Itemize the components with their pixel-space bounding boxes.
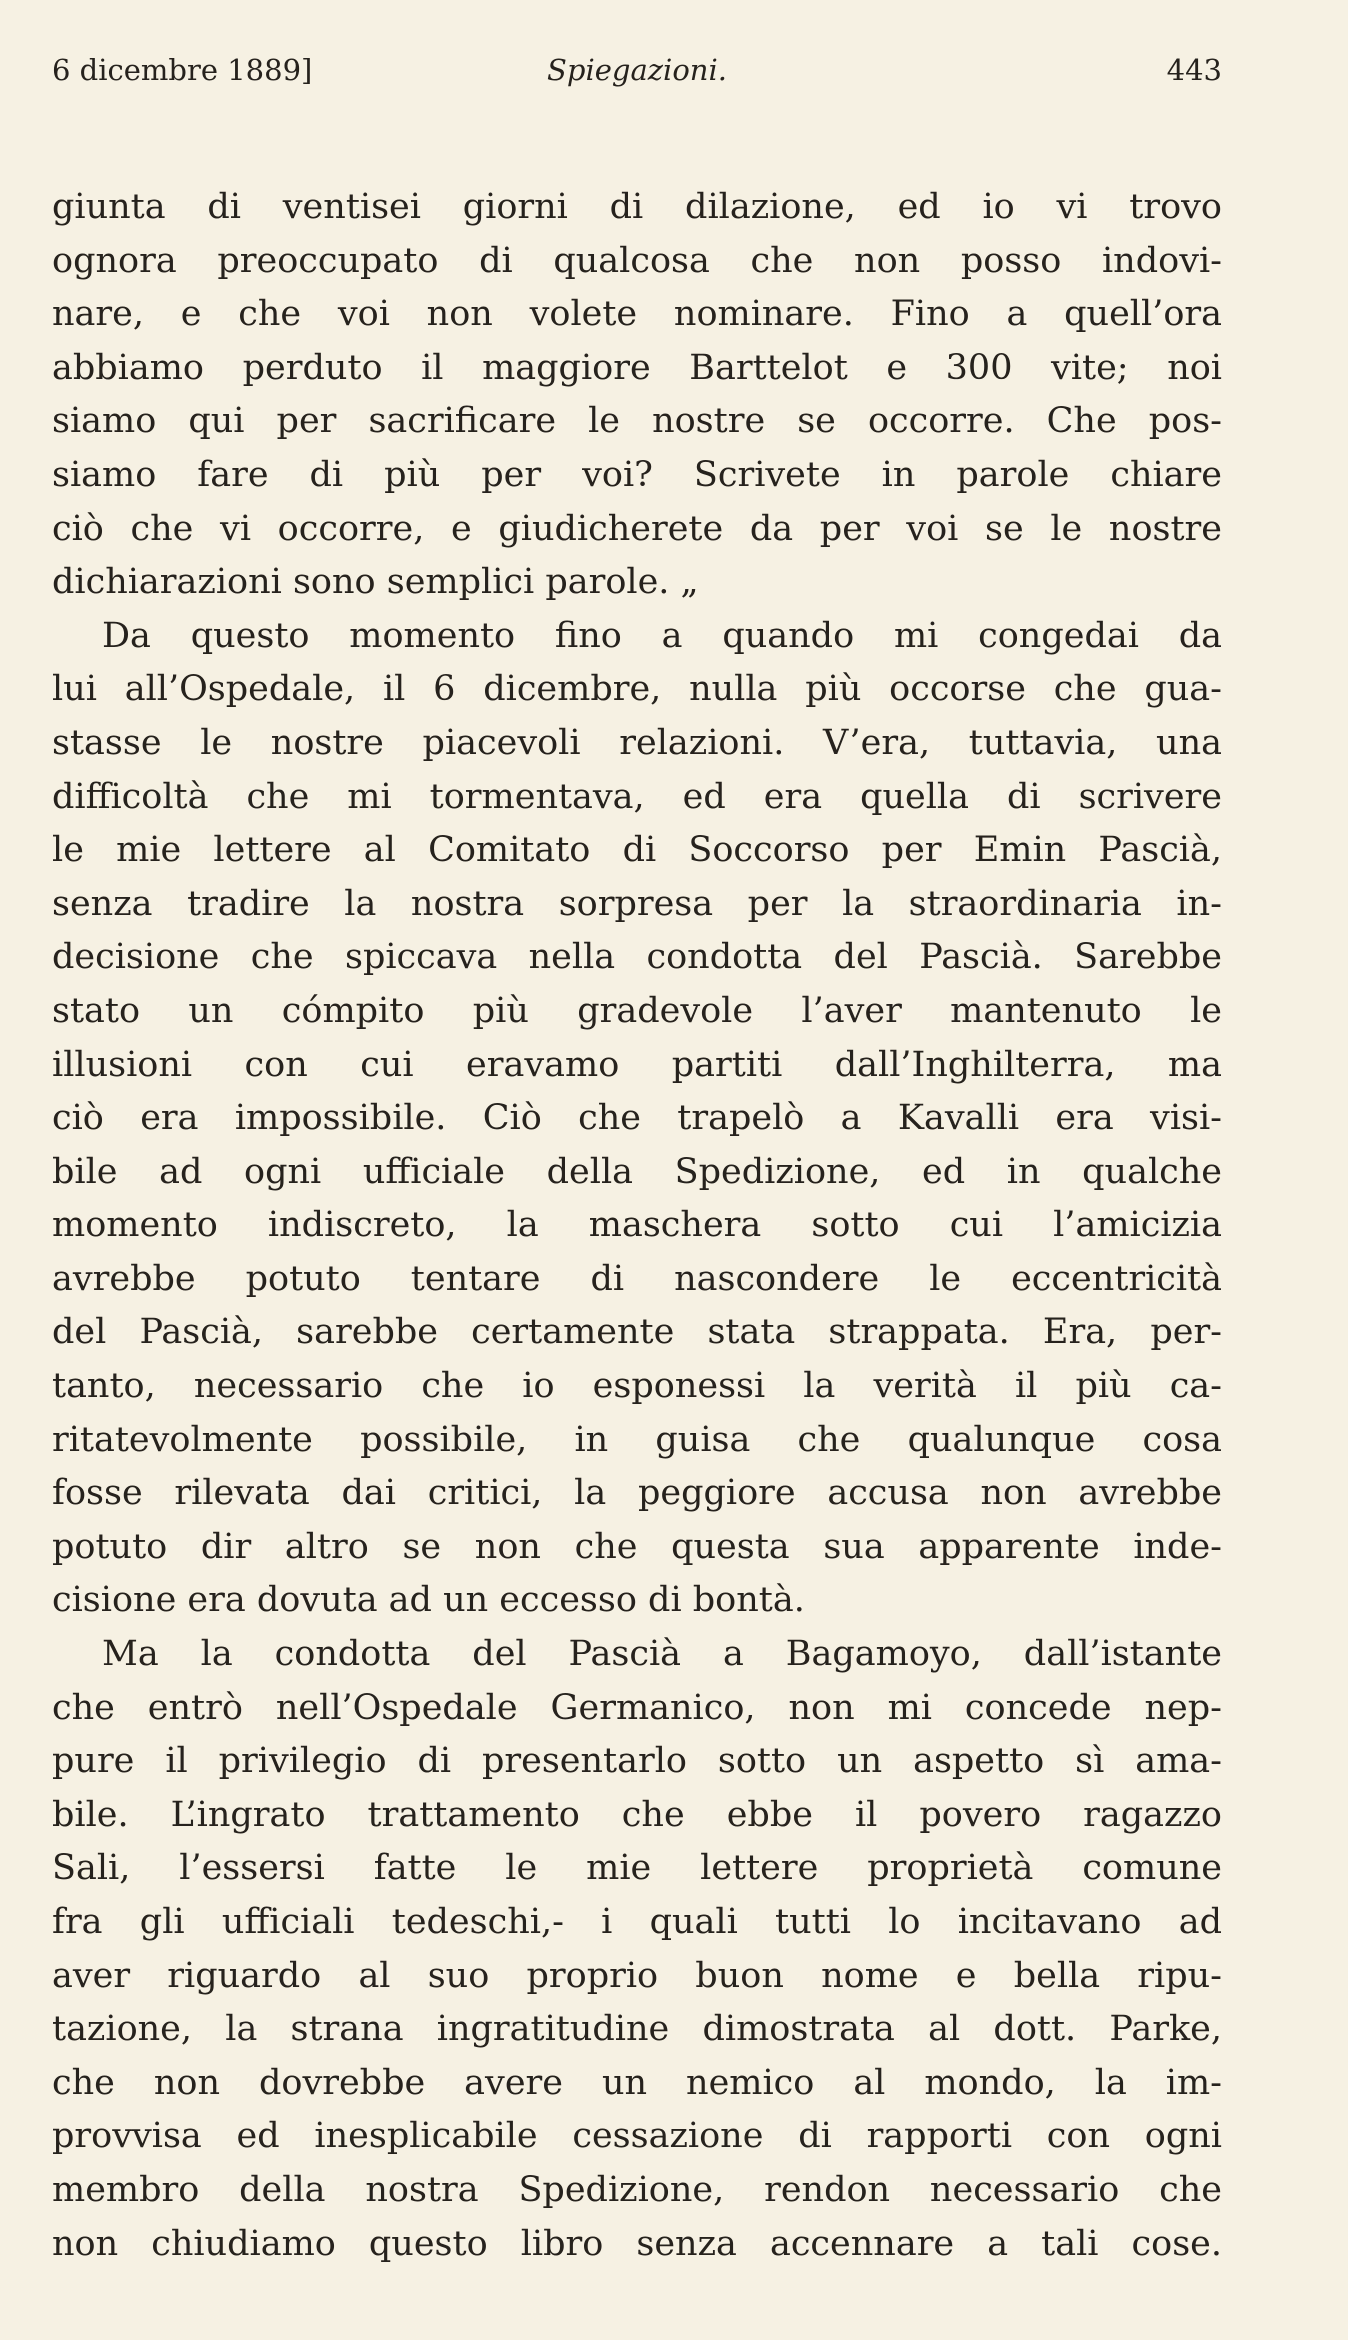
text-line: difficoltà che mi tormentava, ed era quella di scrivere: [52, 776, 1222, 817]
text-line: bile. L’ingrato trattamento che ebbe il povero ragazzo: [52, 1794, 1222, 1835]
text-line: potuto dir altro se non che questa sua apparente inde-: [52, 1526, 1222, 1567]
text-line: nare, e che voi non volete nominare. Fino a quell’ora: [52, 294, 1222, 335]
text-line: abbiamo perduto il maggiore Barttelot e 300 vite; noi: [52, 347, 1222, 388]
text-line: aver riguardo al suo proprio buon nome e bella ripu-: [52, 1955, 1222, 1996]
text-line: stasse le nostre piacevoli relazioni. V’era, tuttavia, una: [52, 722, 1222, 763]
text-line: provvisa ed inesplicabile cessazione di rapporti con ogni: [52, 2116, 1222, 2157]
text-line: tanto, necessario che io esponessi la verità il più ca-: [52, 1366, 1222, 1407]
text-line: lui all’Ospedale, il 6 dicembre, nulla più occorse che gua-: [52, 669, 1222, 710]
text-line: avrebbe potuto tentare di nascondere le eccentricità: [52, 1258, 1222, 1299]
text-line: bile ad ogni ufficiale della Spedizione, ed in qualche: [52, 1151, 1222, 1192]
text-line: pure il privilegio di presentarlo sotto un aspetto sì ama-: [52, 1741, 1222, 1782]
text-line: le mie lettere al Comitato di Soccorso per Emin Pascià,: [52, 830, 1222, 871]
running-head: [52, 50, 1222, 100]
text-line: illusioni con cui eravamo partiti dall’Inghilterra, ma: [52, 1044, 1222, 1085]
text-line: ciò era impossibile. Ciò che trapelò a Kavalli era visi-: [52, 1098, 1222, 1139]
text-line: del Pascià, sarebbe certamente stata strappata. Era, per-: [52, 1312, 1222, 1353]
text-line: ritatevolmente possibile, in guisa che qualunque cosa: [52, 1419, 1222, 1460]
paragraph-3: [52, 1628, 1222, 2271]
running-head-title: Spiegazioni.: [547, 53, 727, 87]
text-line: ognora preoccupato di qualcosa che non posso indovi-: [52, 240, 1222, 281]
text-line: siamo qui per sacrificare le nostre se occorre. Che pos-: [52, 401, 1222, 442]
text-line: ciò che vi occorre, e giudicherete da per voi se le nostre: [52, 508, 1222, 549]
book-page: [52, 50, 1222, 2271]
text-line: tazione, la strana ingratitudine dimostrata al dott. Parke,: [52, 2009, 1222, 2050]
text-line: Ma la condotta del Pascià a Bagamoyo, dall’istante: [102, 1634, 1222, 1675]
text-line: che non dovrebbe avere un nemico al mondo, la im-: [52, 2062, 1222, 2103]
text-line: cisione era dovuta ad un eccesso di bontà.: [52, 1580, 805, 1621]
text-line: momento indiscreto, la maschera sotto cui l’amicizia: [52, 1205, 1222, 1246]
body-text: [52, 181, 1222, 2271]
text-line: senza tradire la nostra sorpresa per la straordinaria in-: [52, 883, 1222, 924]
text-line: Da questo momento fino a quando mi congedai da: [102, 615, 1222, 656]
text-line: decisione che spiccava nella condotta del Pascià. Sarebbe: [52, 937, 1222, 978]
paragraph-1: [52, 181, 1222, 610]
text-line: che entrò nell’Ospedale Germanico, non mi concede nep-: [52, 1687, 1222, 1728]
text-line: fra gli ufficiali tedeschi,- i quali tutti lo incitavano ad: [52, 1902, 1222, 1942]
text-line: membro della nostra Spedizione, rendon necessario che: [52, 2169, 1222, 2210]
text-line: dichiarazioni sono semplici parole. „: [52, 562, 699, 603]
paragraph-2: [52, 610, 1222, 1628]
text-line: Sali, l’essersi fatte le mie lettere proprietà comune: [52, 1848, 1222, 1889]
text-line: non chiudiamo questo libro senza accennare a tali cose.: [52, 2223, 1222, 2264]
page-number: 443: [1166, 53, 1222, 87]
running-head-date: 6 dicembre 1889]: [52, 53, 313, 87]
text-line: fosse rilevata dai critici, la peggiore accusa non avrebbe: [52, 1473, 1222, 1514]
text-line: giunta di ventisei giorni di dilazione, ed io vi trovo: [52, 187, 1222, 227]
text-line: stato un cómpito più gradevole l’aver mantenuto le: [52, 990, 1222, 1031]
text-line: siamo fare di più per voi? Scrivete in parole chiare: [52, 454, 1222, 495]
